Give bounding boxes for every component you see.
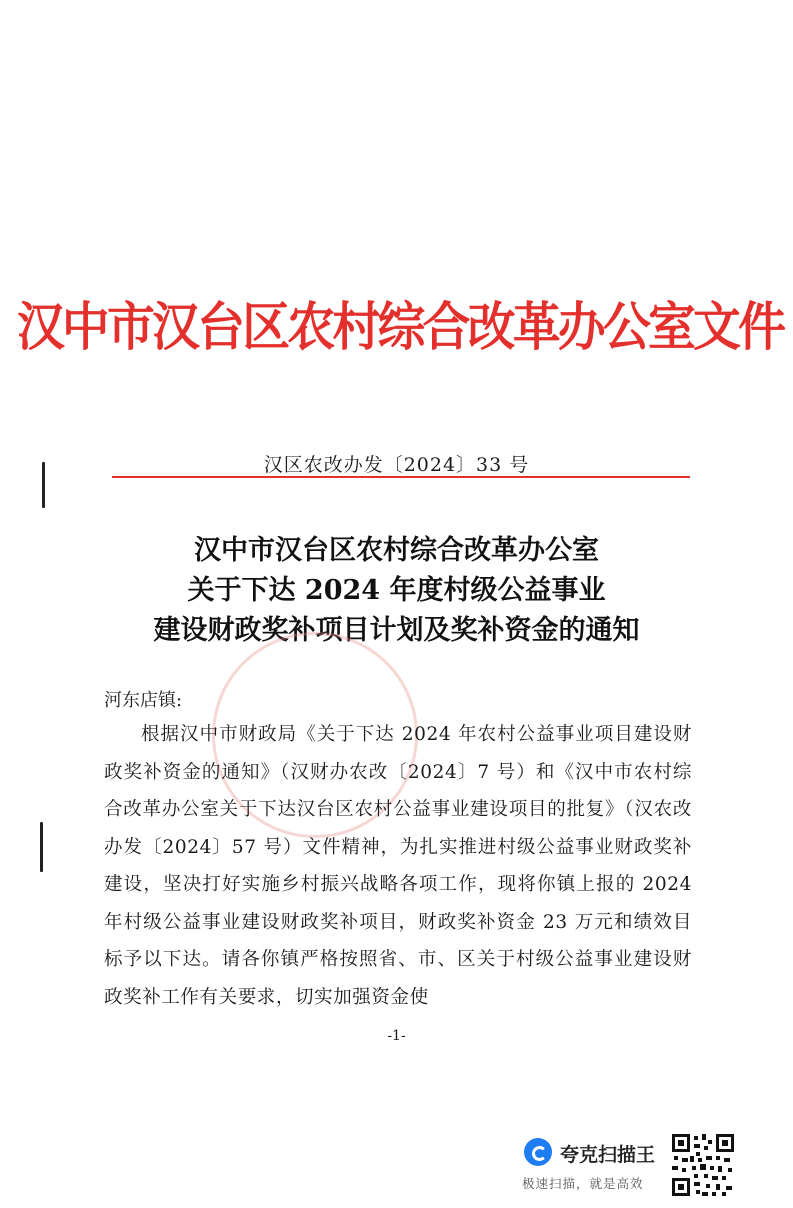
scanner-app-name: 夸克扫描王 [560, 1144, 656, 1166]
salutation: 河东店镇: [104, 690, 183, 711]
qr-code-icon [670, 1132, 736, 1198]
body-paragraph: 根据汉中市财政局《关于下达 2024 年农村公益事业项目建设财政奖补资金的通知》（汉财办农改〔2024〕7 号）和《汉中市农村综合改革办公室关于下达汉台区农村公益事业建设项目的批复》（汉农改办发〔2024〕57 号）文件精神，为扎实推进村级公益事业财政奖补建设，坚决打好实施乡村振兴战略各项工作，现将你镇上报的 2024 年村级公益事业建设财政奖补项目，财政奖补资金 23 万元和绩效目标予以下达。请各你镇严格按照省、市、区关于村级公益事业建设财政奖补工作有关要求，切实加强资金使 [104, 724, 692, 1008]
scanner-watermark [510, 1128, 750, 1200]
title-line-2: 关于下达 2024 年度村级公益事业 [187, 575, 606, 606]
binding-mark-bottom [40, 822, 43, 872]
masthead: 汉中市汉台区农村综合改革办公室文件 [16, 297, 784, 358]
document-number: 汉区农改办发〔2024〕33 号 [263, 454, 530, 476]
title-line-3: 建设财政奖补项目计划及奖补资金的通知 [153, 615, 640, 646]
quark-logo-icon [524, 1138, 552, 1166]
title-line-1: 汉中市汉台区农村综合改革办公室 [194, 535, 599, 566]
page-number: -1- [387, 1028, 406, 1044]
scanner-tagline: 极速扫描，就是高效 [522, 1176, 644, 1191]
red-divider-line [112, 476, 690, 478]
binding-mark-top [42, 462, 45, 508]
